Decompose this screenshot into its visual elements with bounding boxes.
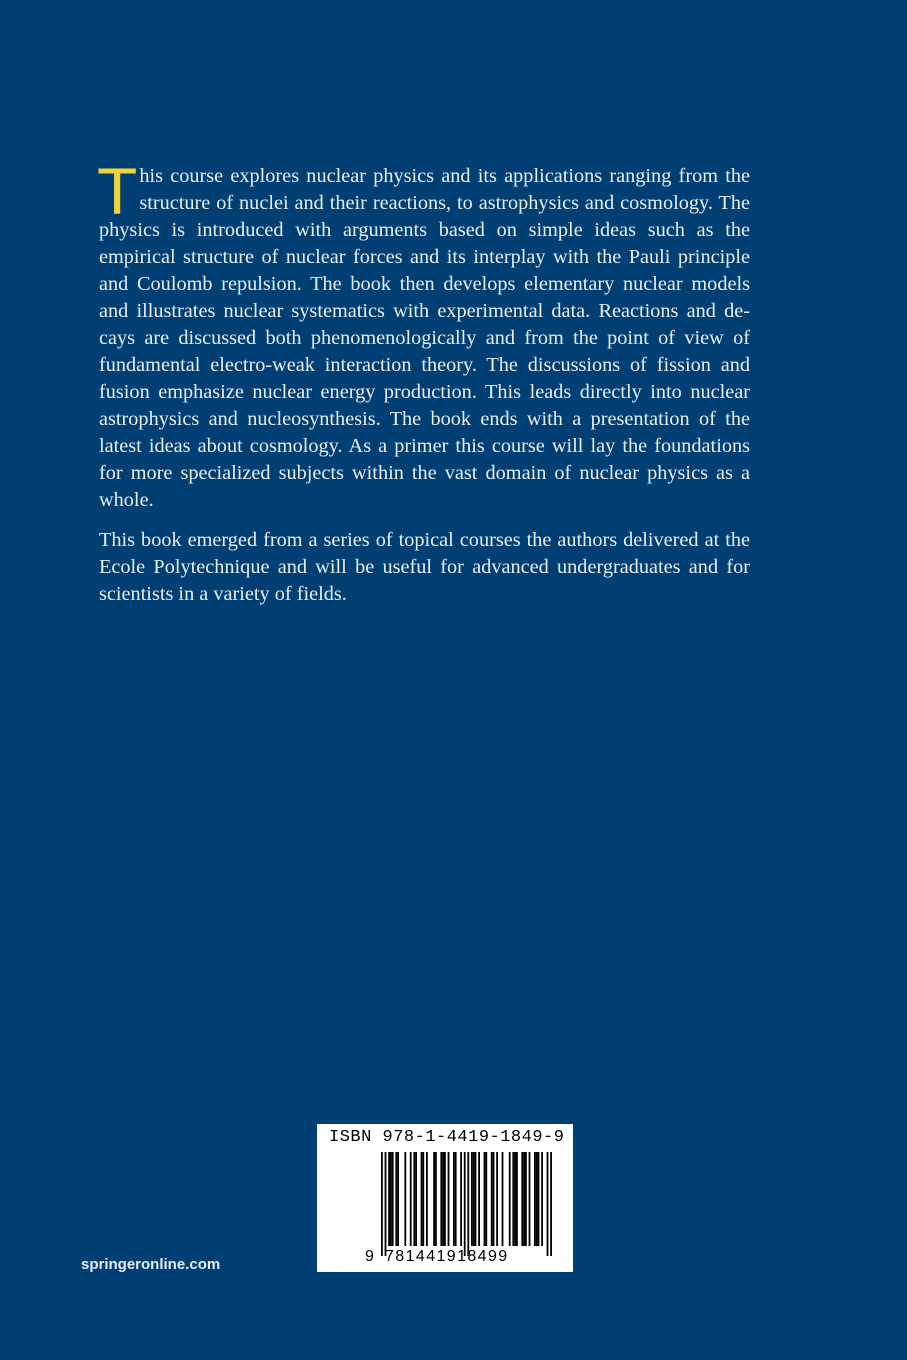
barcode-bar	[426, 1152, 428, 1246]
barcode-bar	[523, 1152, 525, 1246]
barcode-bar	[475, 1152, 477, 1246]
barcode-bar	[455, 1152, 457, 1246]
barcode-bar	[421, 1152, 423, 1246]
barcode-bar	[392, 1152, 394, 1246]
barcode-bar	[485, 1152, 487, 1246]
barcode-bar	[413, 1152, 415, 1246]
barcode-bar	[534, 1152, 536, 1246]
blurb-paragraph-1-text: his course explores nuclear physics and its applications ranging from the structure of nuclei and their reactions, to astrophysics and cosmology. The physics is introduced with arguments based on simple ideas such as the empirical structure of nuclear forces and its interplay with the Pauli principle and Coulomb repulsion. The book then develops elementary nuclear models and illustrates nuclear systematics with experimental data. Reactions and decays are discussed both phenomenologically and from the point of view of fundamental electro-weak interaction theory. The discussions of fission and fusion emphasize nuclear energy production. This leads directly into nuclear astrophysics and nucleosynthesis. The book ends with a presentation of the latest ideas about cosmology. As a primer this course will lay the foundations for more specialized subjects within the vast domain of nuclear physics as a whole.	[99, 165, 750, 511]
barcode-bar	[525, 1152, 527, 1246]
publisher-website: springeronline.com	[81, 1256, 221, 1273]
ean-first-digit: 9	[365, 1248, 374, 1265]
drop-cap: T	[97, 154, 138, 228]
barcode-bar	[410, 1152, 412, 1246]
barcode-bar	[390, 1152, 392, 1246]
barcode-bar	[442, 1152, 444, 1246]
barcode-bar	[453, 1152, 455, 1246]
barcode-bar	[547, 1152, 549, 1256]
barcode-bar	[397, 1152, 399, 1246]
barcode-bar	[493, 1152, 495, 1246]
ean-digits: 781441918499	[385, 1248, 509, 1265]
barcode-bar	[444, 1152, 446, 1246]
barcode-bar	[460, 1152, 462, 1246]
blurb-paragraph-2: This book emerged from a series of topical courses the authors delivered at the Ecole Polytechnique and will be useful for advanced undergraduates and for scientists in a variety of fields.	[99, 529, 750, 605]
barcode-bar	[385, 1152, 387, 1256]
barcode-bar	[440, 1152, 442, 1246]
barcode-bar	[491, 1152, 493, 1246]
barcode-bar	[550, 1152, 552, 1256]
barcode-bar	[415, 1152, 417, 1246]
barcode-bar	[536, 1152, 538, 1246]
barcode-bar	[514, 1152, 516, 1246]
barcode-bar	[473, 1152, 475, 1246]
barcode-bar	[538, 1152, 540, 1246]
back-cover-blurb	[97, 154, 750, 608]
barcode-bar	[516, 1152, 518, 1246]
barcode-bar	[471, 1152, 473, 1246]
barcode-bar	[484, 1152, 486, 1246]
barcode-bar	[478, 1152, 480, 1246]
barcode-bar	[541, 1152, 543, 1246]
barcode-bar	[435, 1152, 437, 1246]
barcode-bar	[496, 1152, 498, 1246]
barcode-bar	[529, 1152, 531, 1246]
barcode-bar	[502, 1152, 504, 1246]
barcode-bar	[433, 1152, 435, 1246]
isbn-label: ISBN 978-1-4419-1849-9	[329, 1128, 565, 1147]
blurb-paragraph-1	[97, 154, 750, 514]
barcode-bar	[464, 1152, 466, 1256]
barcode-bar	[467, 1152, 469, 1256]
barcode-bar	[395, 1152, 397, 1246]
barcode-bar	[422, 1152, 424, 1246]
barcode-bar	[388, 1152, 390, 1246]
isbn-barcode	[317, 1124, 573, 1272]
barcode-bar	[381, 1152, 383, 1256]
barcode-bar	[509, 1152, 511, 1246]
barcode-bar	[512, 1152, 514, 1246]
barcode-bar	[448, 1152, 450, 1246]
barcode-bar	[404, 1152, 406, 1246]
barcode-bar	[521, 1152, 523, 1246]
